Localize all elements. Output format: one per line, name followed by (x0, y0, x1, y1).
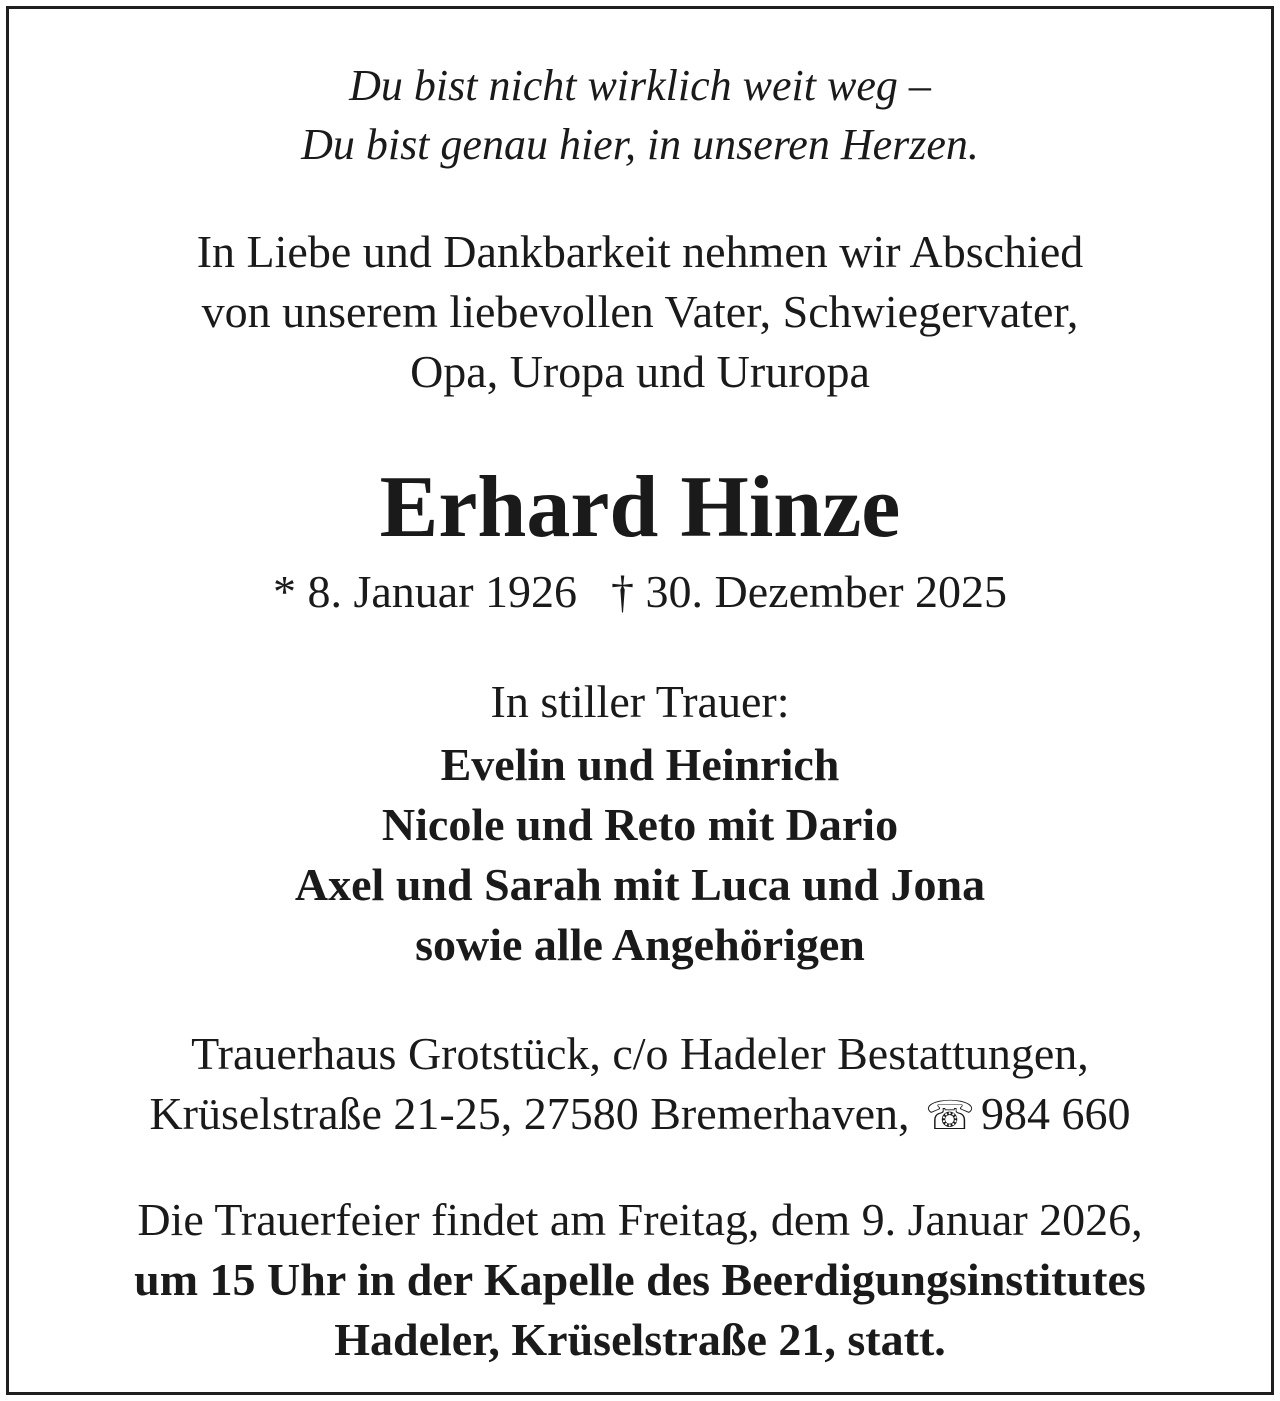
mourner-line: sowie alle Angehörigen (415, 919, 865, 970)
service-line-2: um 15 Uhr in der Kapelle des Beerdigungsinstitutes (134, 1254, 1146, 1305)
obituary-notice (6, 6, 1274, 1395)
intro-line-3: Opa, Uropa und Ururopa (410, 346, 870, 397)
service-line-1: Die Trauerfeier findet am Freitag, dem 9. Januar 2026, (137, 1194, 1143, 1245)
deceased-name: Erhard Hinze (379, 459, 901, 556)
birth-date: * 8. Januar 1926 (272, 566, 578, 617)
mourner-line: Evelin und Heinrich (440, 739, 840, 790)
contact-line-2 (9, 1088, 1271, 1139)
phone-number: 984 660 (981, 1088, 1131, 1139)
address: Krüselstraße 21-25, 27580 Bremerhaven, (149, 1088, 910, 1139)
death-date: † 30. Dezember 2025 (611, 566, 1008, 617)
motto-line-2: Du bist genau hier, in unseren Herzen. (301, 120, 979, 169)
service-line-3: Hadeler, Krüselstraße 21, statt. (334, 1314, 946, 1365)
contact-line-1: Trauerhaus Grotstück, c/o Hadeler Bestattungen, (191, 1028, 1089, 1079)
motto-line-1: Du bist nicht wirklich weit weg – (349, 61, 931, 110)
intro-line-1: In Liebe und Dankbarkeit nehmen wir Abschied (196, 226, 1084, 277)
mourner-line: Axel und Sarah mit Luca und Jona (294, 859, 986, 910)
telephone-icon: ☏ (925, 1093, 976, 1138)
life-dates (9, 566, 1271, 617)
intro-line-2: von unserem liebevollen Vater, Schwiegervater, (201, 286, 1079, 337)
mourner-line: Nicole und Reto mit Dario (381, 799, 899, 850)
mourners-heading: In stiller Trauer: (490, 676, 790, 727)
